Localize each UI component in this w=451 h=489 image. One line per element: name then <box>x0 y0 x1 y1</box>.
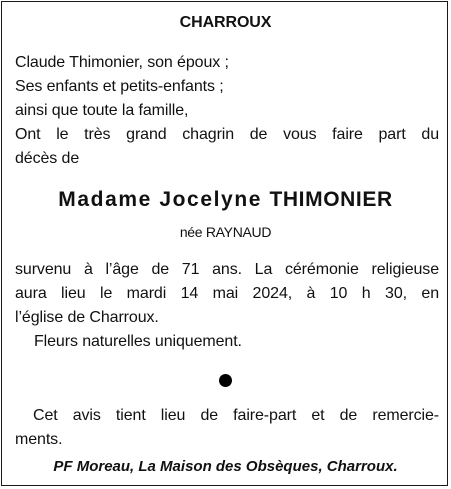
intro-line: ainsi que toute la famille, <box>15 102 189 119</box>
intro-line: Ses enfants et petits-enfants ; <box>15 78 224 95</box>
maiden-name: née RAYNAUD <box>179 224 272 240</box>
details-line: Fleurs naturelles uniquement. <box>34 333 242 350</box>
town-heading: CHARROUX <box>179 14 272 31</box>
deceased-given-name: Madame Jocelyne <box>58 188 263 211</box>
closing-line: ments. <box>15 431 63 448</box>
details-line: l’église de Charroux. <box>15 309 159 326</box>
separator-bullet-icon <box>219 374 232 387</box>
intro-line: décès de <box>15 150 80 167</box>
details-line: survenu à l’âge de 71 ans. La cérémonie religieuse <box>15 261 439 278</box>
closing-line: Cet avis tient lieu de faire-part et de remercie- <box>33 407 439 424</box>
deceased-surname: THIMONIER <box>269 188 393 211</box>
intro-line: Ont le très grand chagrin de vous faire part du <box>15 126 439 143</box>
funeral-home: PF Moreau, La Maison des Obsèques, Charroux. <box>53 458 398 475</box>
deceased-name <box>2 188 449 212</box>
obituary-notice <box>1 1 448 486</box>
details-line: aura lieu le mardi 14 mai 2024, à 10 h 30, en <box>15 285 439 302</box>
intro-line: Claude Thimonier, son époux ; <box>15 54 229 71</box>
